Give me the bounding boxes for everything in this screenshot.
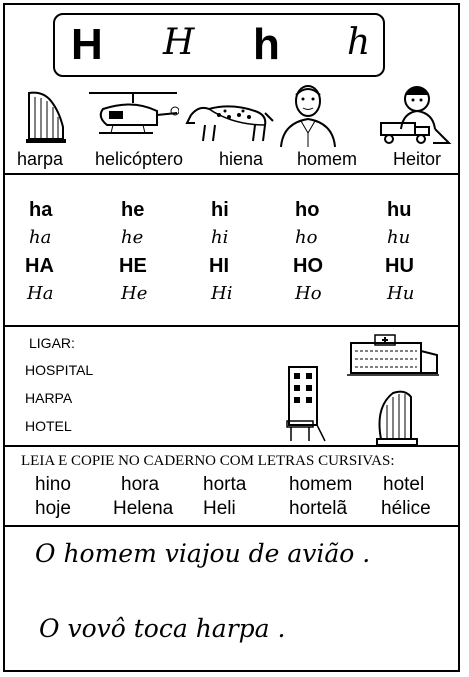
copy-word: hortelã [289,498,348,519]
syllable-print-upper: HE [119,255,147,277]
syllable-cursive-lower: hi [211,227,229,248]
helicopter-icon [87,87,179,143]
harp-icon [371,387,423,447]
copy-word: horta [203,474,247,495]
letter-header-box [53,13,385,77]
copy-word: Heli [203,498,236,519]
ligar-word-hospital: HOSPITAL [25,362,94,378]
syllable-print-lower: hu [387,199,412,221]
picture-label-homem: homem [297,149,358,169]
syllable-cursive-upper: He [121,283,148,304]
ligar-word-hotel: HOTEL [25,418,72,434]
syllable-print-upper: HO [293,255,323,277]
boy-with-toy-truck-icon [377,81,453,145]
hospital-building-icon [345,333,441,377]
copy-word: hoje [35,498,71,519]
letter-uppercase-cursive: H [163,22,195,63]
copy-instruction: LEIA E COPIE NO CADERNO COM LETRAS CURSIVAS: [21,453,395,469]
copy-word: hélice [381,498,431,519]
syllable-print-upper: HU [385,255,414,277]
copy-word: hora [121,474,160,495]
letter-lowercase-cursive: h [347,22,371,63]
syllable-print-lower: ho [295,199,320,221]
syllable-cursive-lower: ho [295,227,318,248]
section-divider [5,445,458,447]
hotel-building-icon [285,365,327,443]
syllable-print-lower: hi [211,199,229,221]
harp-icon [21,87,69,145]
picture-label-hiena: hiena [219,149,264,169]
cursive-sentence: O homem viajou de avião . [35,539,371,568]
section-divider [5,173,458,175]
syllable-cursive-lower: ha [29,227,52,248]
syllable-cursive-upper: Hi [211,283,233,304]
syllable-cursive-upper: Ha [27,283,54,304]
syllable-print-upper: HA [25,255,54,277]
copy-word: homem [289,474,353,495]
syllable-print-lower: he [121,199,145,221]
cursive-sentence: O vovô toca harpa . [39,614,286,643]
copy-word: Helena [113,498,174,519]
ligar-word-harpa: HARPA [25,390,73,406]
syllable-print-lower: ha [29,199,53,221]
section-divider [5,525,458,527]
ligar-title: LIGAR: [29,335,75,351]
section-divider [5,325,458,327]
syllable-print-upper: HI [209,255,229,277]
worksheet [3,3,460,672]
picture-label-heitor: Heitor [393,149,442,169]
picture-label-harpa: harpa [17,149,64,169]
man-icon [277,81,339,147]
copy-word: hino [35,474,71,495]
copy-word: hotel [383,474,425,495]
hyena-icon [185,95,275,145]
syllable-cursive-lower: hu [387,227,411,248]
letter-lowercase-print: h [253,20,280,69]
syllable-cursive-lower: he [121,227,144,248]
picture-label-helicoptero: helicóptero [95,149,184,169]
syllable-cursive-upper: Ho [295,283,322,304]
syllable-cursive-upper: Hu [387,283,415,304]
letter-uppercase-print: H [71,20,103,69]
